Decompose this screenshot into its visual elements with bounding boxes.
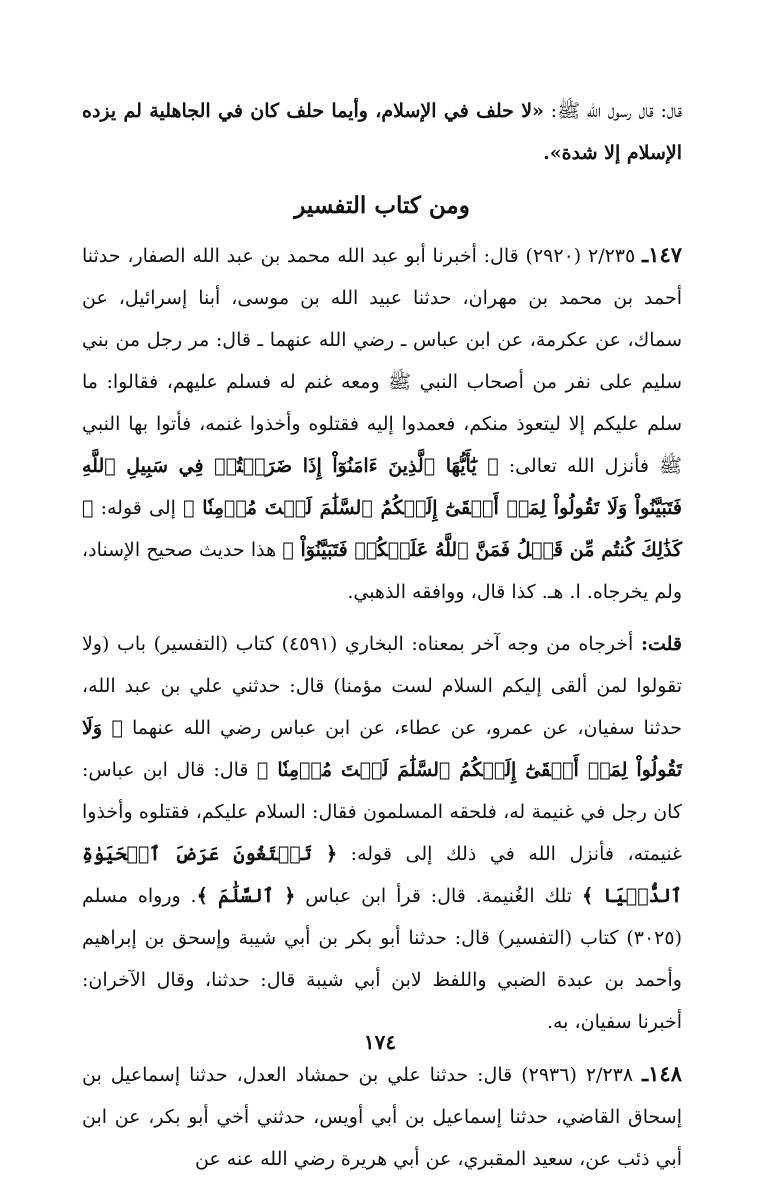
- note-quran-c: ﴿ ٱلسَّلَٰمَ ﴾: [196, 885, 296, 907]
- note-text-a: أخرجاه من وجه آخر بمعناه: البخاري (٤٥٩١) كتاب (التفسير) باب (ولا تقولوا لمن ألقى إليكم السلام لست مؤمنا) قال: حدثني علي بن عبد الله، حدثنا سفيان، عن عمرو، عن عطاء، عن ابن عباس رضي الله عنهما: [82, 633, 682, 739]
- entry-147-text-a: قال: أخبرنا أبو عبد الله محمد بن عبد الله الصفار، حدثنا أحمد بن محمد بن مهران، حدثنا عبيد الله بن موسى، أبنا إسرائيل، عن سماك، عن عكرمة، عن ابن عباس ـ رضي الله عنهما ـ قال: مر رجل من بني سليم على نفر من أصحاب النبي ﷺ ومعه غنم له فسلم عليهم، فقالوا: ما سلم عليكم إلا ليتعوذ منكم، فعمدوا إليه فقتلوه وأخذوا غنمه، فأتوا بها النبي ﷺ فأنزل الله تعالى:: [82, 245, 682, 477]
- note-quran-a: ﴿ وَلَا تَقُولُواْ لِمَنۡ أَلۡقَىٰٓ إِلَيۡكُمُ ٱلسَّلَٰمَ لَسۡتَ مُؤۡمِنٗا ﴾: [82, 717, 682, 781]
- note-label: قلت:: [640, 633, 682, 655]
- entry-147-text-c: هذا حديث صحيح الإسناد، ولم يخرجاه. ا. هـ. كذا قال، ووافقه الذهبي.: [82, 539, 682, 603]
- section-title: ومن كتاب التفسير: [294, 192, 470, 219]
- entry-147-text-b: إلى قوله:: [93, 497, 184, 519]
- spacer: [82, 613, 682, 623]
- intro-hadith: «لا حلف في الإسلام، وأيما حلف كان في الجاهلية لم يزده الإسلام إلا شدة».: [82, 100, 682, 164]
- intro-prefix: قال: قال رسول الله ﷺ:: [543, 100, 682, 122]
- note-quran-b: ﴿ تَبۡتَغُونَ عَرَضَ ٱلۡحَيَوٰةِ ٱلدُّنۡيَا ﴾: [82, 843, 682, 907]
- note-text-c: تلك الغُنيمة. قال: قرأ ابن عباس: [295, 885, 582, 907]
- entry-147-quran-a: ﴿ يَٰٓأَيُّهَا ٱلَّذِينَ ءَامَنُوٓاْ إِذَا ضَرَبۡتُمۡ فِي سَبِيلِ ٱللَّهِ فَتَبَيَّنُواْ وَلَا تَقُولُواْ لِمَنۡ أَلۡقَىٰٓ إِلَيۡكُمُ ٱلسَّلَٰمَ لَسۡتَ مُؤۡمِنٗا ﴾: [82, 455, 682, 519]
- intro-paragraph: [82, 90, 682, 174]
- entry-147: [82, 234, 682, 613]
- entry-147-ref: ٢/٢٣٥ (٢٩٢٠): [525, 245, 636, 267]
- entry-148: [82, 1053, 682, 1180]
- entry-148-ref: ٢/٢٣٨ (٢٩٣٦): [521, 1064, 634, 1086]
- note-paragraph: [82, 623, 682, 1043]
- entry-148-text: قال: حدثنا علي بن حمشاد العدل، حدثنا إسماعيل بن إسحاق القاضي، حدثنا إسماعيل بن أبي أويس، حدثني أخي أبو بكر، عن ابن أبي ذئب عن، سعيد المقبري، عن أبي هريرة رضي الله عنه عن: [82, 1064, 682, 1170]
- entry-147-number: ١٤٧ـ: [642, 242, 683, 267]
- note-text-b: قال: قال ابن عباس: كان رجل في غنيمة له، فلحقه المسلمون فقال: السلام عليكم، فقتلوه وأخذوا غنيمته، فأنزل الله في ذلك إلى قوله:: [82, 759, 682, 865]
- page-number: ١٧٤: [363, 1030, 397, 1054]
- entry-147-quran-b: ﴿ كَذَٰلِكَ كُنتُم مِّن قَبۡلُ فَمَنَّ ٱللَّهُ عَلَيۡكُمۡ فَتَبَيَّنُوٓاْ ﴾: [82, 497, 682, 561]
- note-text-d: . ورواه مسلم (٣٠٢٥) كتاب (التفسير) قال: حدثنا أبو بكر بن أبي شيبة وإسحق بن إبراهيم وأحمد بن عبدة الضبي واللفظ لابن أبي شيبة قال: حدثنا، وقال الآخران: أخبرنا سفيان، به.: [82, 885, 682, 1033]
- entry-148-number: ١٤٨ـ: [642, 1061, 682, 1086]
